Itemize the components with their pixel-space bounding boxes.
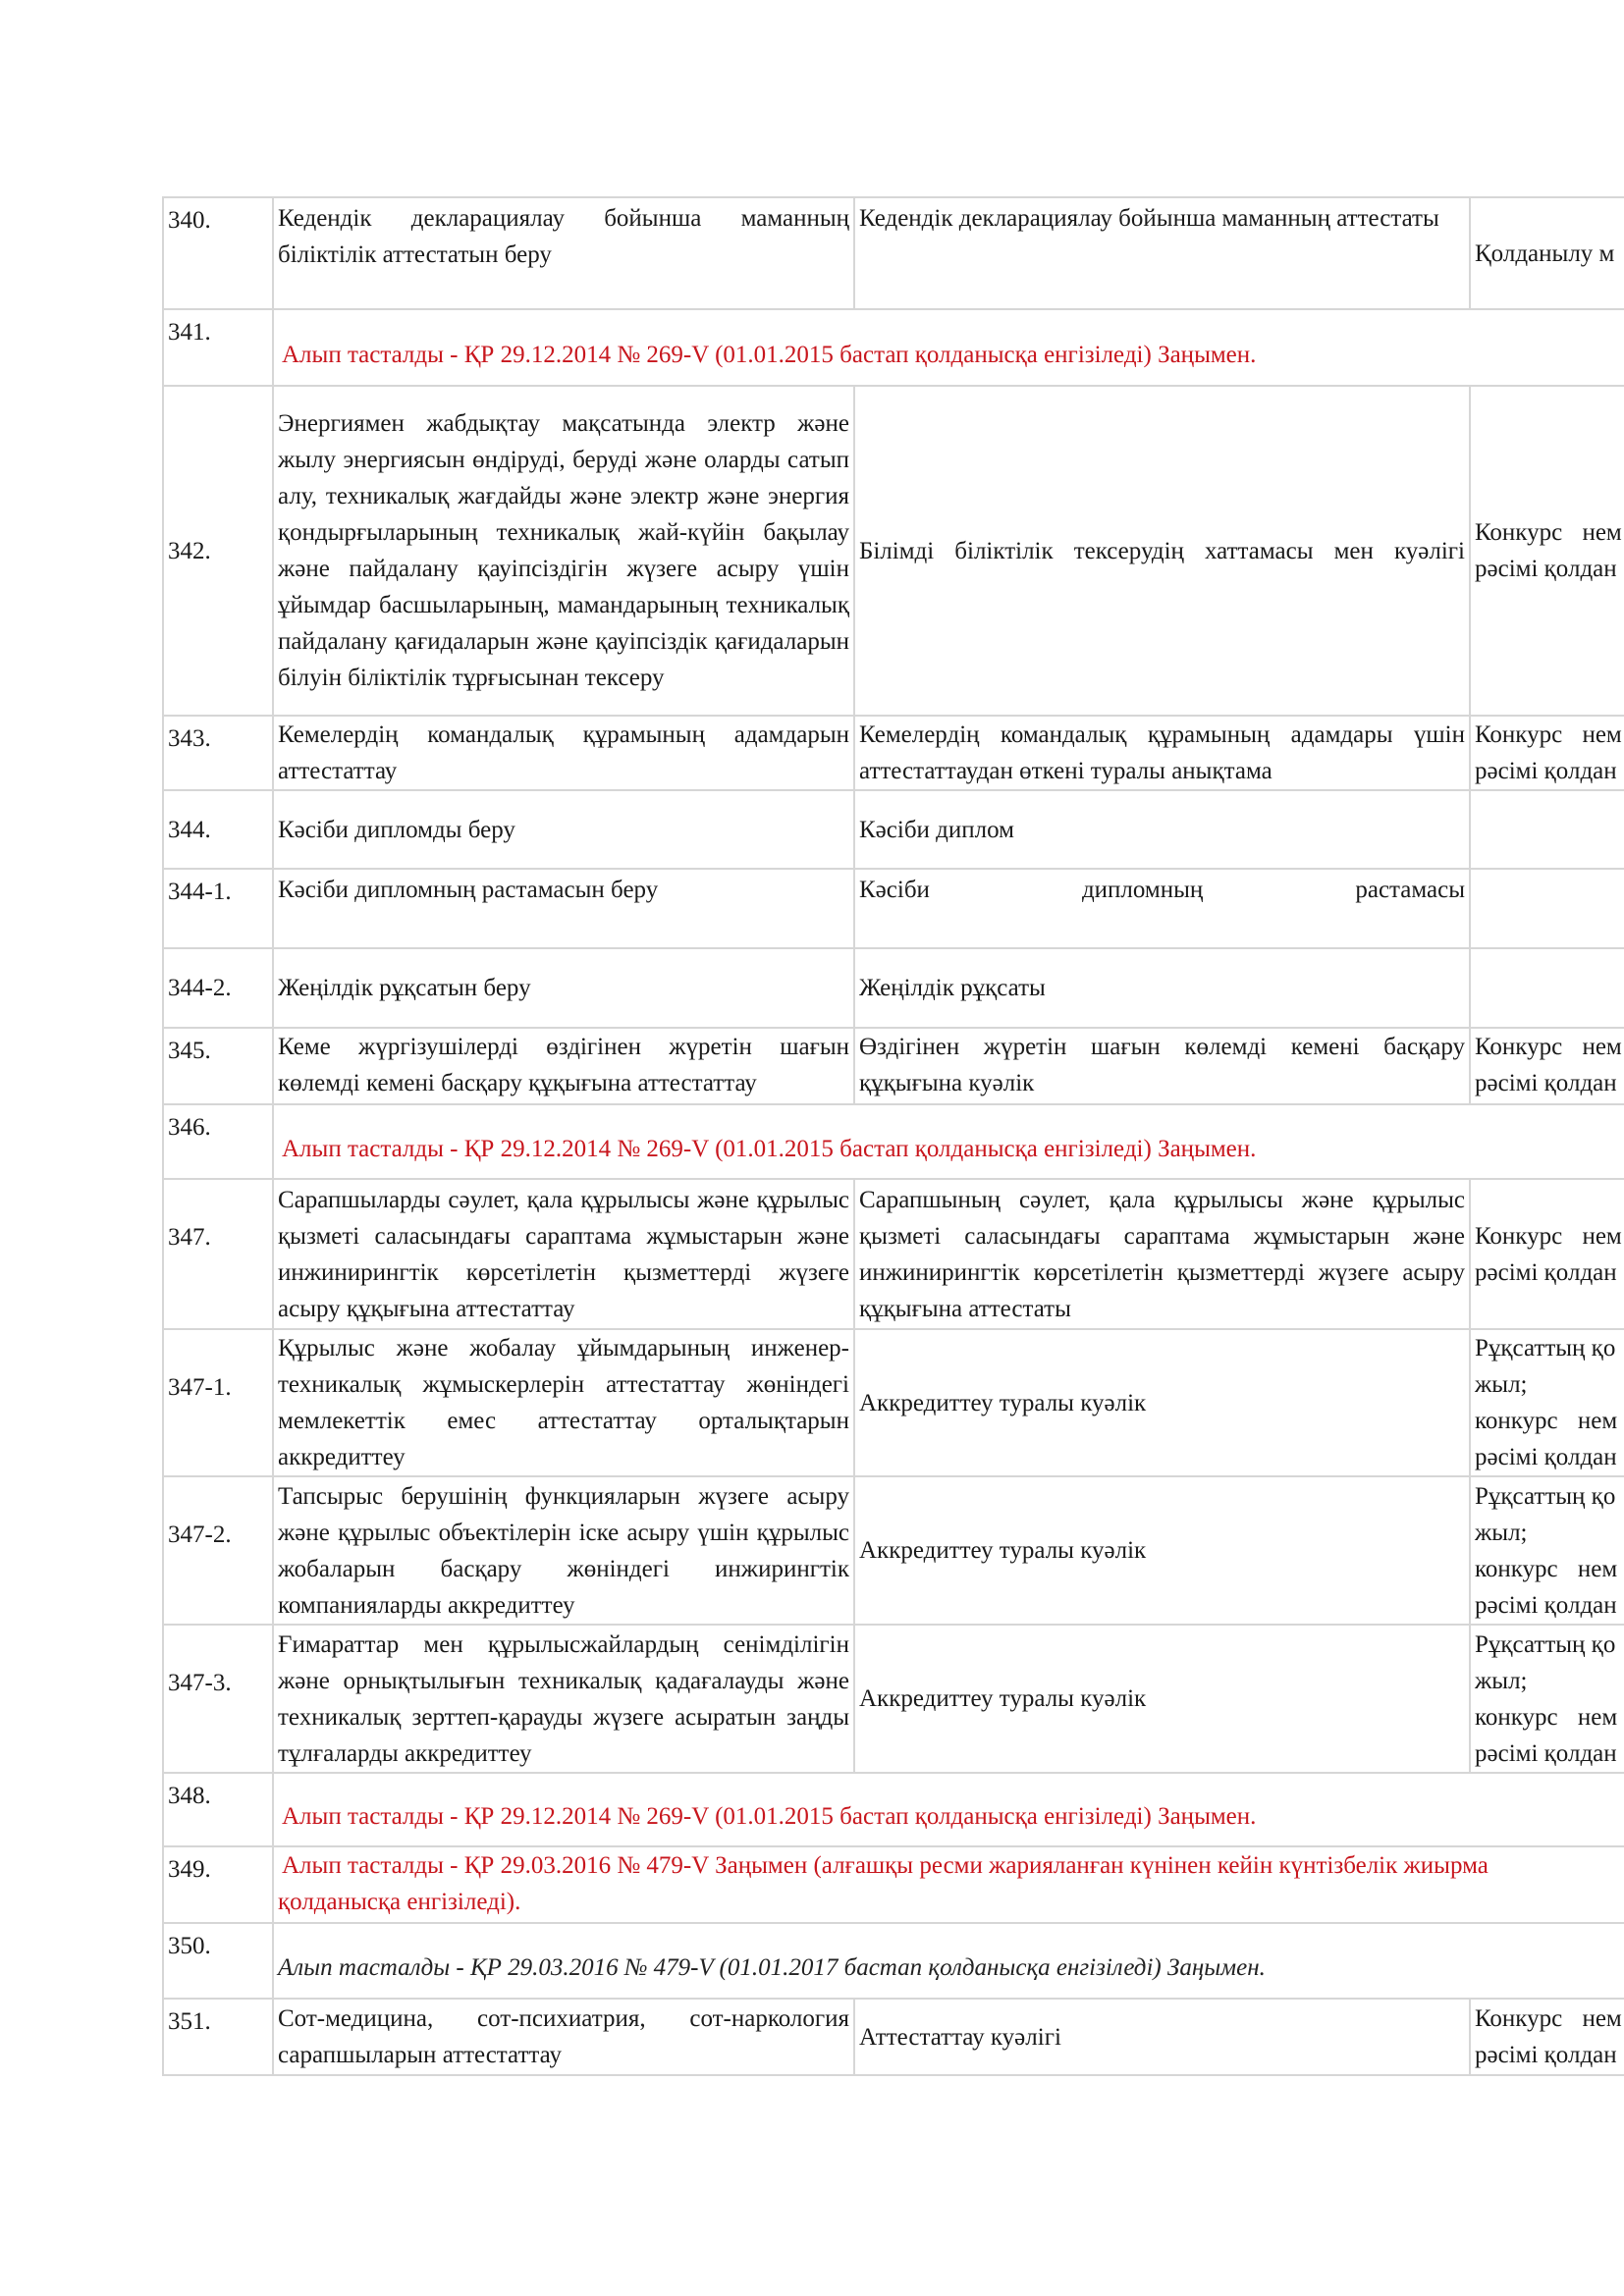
document-cell: Кәсіби дипломның растамасы — [854, 869, 1470, 948]
table-row — [163, 1476, 1624, 1625]
notes-line: Конкурс нем — [1475, 1034, 1622, 1060]
notes-cell — [1470, 197, 1624, 309]
activity-cell: Жеңілдік рұқсатын беру — [273, 948, 854, 1028]
notes-line: рәсімі қолдан — [1475, 758, 1617, 784]
repealed-note — [273, 1846, 1624, 1923]
activity-cell: Кемелердің командалық құрамының адамдарын аттестаттау — [273, 716, 854, 790]
repealed-text-line2: қолданысқа енгізіледі). — [278, 1889, 521, 1915]
row-number: 347-1. — [163, 1329, 273, 1476]
notes-line: рәсімі қолдан — [1475, 1591, 1617, 1619]
document-cell: Өздігінен жүретін шағын көлемді кемені басқару құқығына куәлік — [854, 1028, 1470, 1104]
activity-cell: Кәсіби дипломның растамасын беру — [273, 869, 854, 948]
notes-line: Рұқсаттың қо — [1475, 1630, 1616, 1658]
document-cell — [854, 197, 1470, 309]
document-cell: Кемелердің командалық құрамының адамдары үшін аттестаттаудан өткені туралы анықтама — [854, 716, 1470, 790]
repealed-note — [273, 309, 1624, 386]
row-number: 345. — [163, 1028, 273, 1104]
notes-line: конкурс нем — [1475, 1555, 1618, 1582]
table-row — [163, 948, 1624, 1028]
activity-cell: Энергиямен жабдықтау мақсатында электр және жылу энергиясын өндіруді, беруді және оларды сатып алу, техникалық жағдайды және электр және энергия қондырғыларының техникалық жай-күйін бақылау және пайдалану қауіпсіздігін жүзеге асыру үшін ұйымдар басшыларының, мамандарының техникалық пайдалану қағидаларын және қауіпсіздік қағидаларын білуін біліктілік тұрғысынан тексеру — [273, 386, 854, 716]
table-row — [163, 197, 1624, 309]
activity-cell: Сот-медицина, сот-психиатрия, сот-наркология сарапшыларын аттестаттау — [273, 1999, 854, 2075]
notes-line: Конкурс нем — [1475, 721, 1622, 748]
document-cell: Аккредиттеу туралы куәлік — [854, 1625, 1470, 1773]
notes-line: рәсімі қолдан — [1475, 556, 1617, 582]
table-row — [163, 1179, 1624, 1329]
table-row-repealed — [163, 1923, 1624, 1999]
repealed-text: Алып тасталды - ҚР 29.03.2016 № 479-V Заңымен (алғашқы ресми жарияланған күнінен кейін күнтізбелік жиырма — [282, 1852, 1489, 1879]
notes-cell — [1470, 716, 1624, 790]
table-row — [163, 1329, 1624, 1476]
notes-line: конкурс нем — [1475, 1408, 1618, 1434]
activity-cell: Құрылыс және жобалау ұйымдарының инженер-техникалық жұмыскерлерін аттестаттау жөніндегі мемлекеттік емес аттестаттау орталықтарын аккредиттеу — [273, 1329, 854, 1476]
notes-line: жыл; — [1475, 1667, 1528, 1694]
document-cell: Жеңілдік рұқсаты — [854, 948, 1470, 1028]
activity-cell: Кәсіби дипломды беру — [273, 790, 854, 869]
notes-line: жыл; — [1475, 1371, 1528, 1398]
document-cell: Аттестаттау куәлігі — [854, 1999, 1470, 2075]
notes-line: конкурс нем — [1475, 1703, 1618, 1731]
activity-cell: Кедендік декларациялау бойынша маманның біліктілік аттестатын беру — [273, 197, 854, 309]
row-number: 346. — [163, 1104, 273, 1179]
repealed-text: Алып тасталды - ҚР 29.12.2014 № 269-V (01.01.2015 бастап қолданысқа енгізіледі) Заңымен. — [282, 1803, 1257, 1830]
repealed-note — [273, 1104, 1624, 1179]
notes-line: Рұқсаттың қо — [1475, 1482, 1616, 1510]
notes-line: Рұқсаттың қо — [1475, 1335, 1616, 1362]
notes-cell — [1470, 1625, 1624, 1773]
notes-line: рәсімі қолдан — [1475, 1070, 1617, 1096]
notes-line: Конкурс нем — [1475, 519, 1622, 546]
notes-line: Қолданылу м — [1475, 240, 1615, 267]
notes-cell — [1470, 790, 1624, 869]
repealed-text: Алып тасталды - ҚР 29.12.2014 № 269-V (01.01.2015 бастап қолданысқа енгізіледі) Заңымен. — [282, 341, 1257, 368]
notes-line: рәсімі қолдан — [1475, 1258, 1617, 1286]
row-number: 350. — [163, 1923, 273, 1999]
row-number: 351. — [163, 1999, 273, 2075]
activity-cell: Сарапшыларды сәулет, қала құрылысы және құрылыс қызметі саласындағы сараптама жұмыстарын және инжинирингтік көрсетілетін қызметтерді жүзеге асыру құқығына аттестаттау — [273, 1179, 854, 1329]
table-row — [163, 869, 1624, 948]
table-row — [163, 1999, 1624, 2075]
notes-cell — [1470, 1329, 1624, 1476]
document-cell: Білімді біліктілік тексерудің хаттамасы мен куәлігі — [854, 386, 1470, 716]
notes-line: рәсімі қолдан — [1475, 1739, 1617, 1767]
notes-line: Конкурс нем — [1475, 2005, 1622, 2032]
table-row — [163, 790, 1624, 869]
repealed-note — [273, 1923, 1624, 1999]
row-number: 344-1. — [163, 869, 273, 948]
row-number: 349. — [163, 1846, 273, 1923]
permits-table — [162, 196, 1624, 2076]
activity-cell: Ғимараттар мен құрылысжайлардың сенімділігін және орнықтылығын техникалық қадағалауды және техникалық зерттеп-қарауды жүзеге асыратын заңды тұлғаларды аккредиттеу — [273, 1625, 854, 1773]
row-number: 347-2. — [163, 1476, 273, 1625]
notes-cell — [1470, 1476, 1624, 1625]
notes-cell — [1470, 1179, 1624, 1329]
table-row — [163, 716, 1624, 790]
repealed-text: Алып тасталды - ҚР 29.12.2014 № 269-V (01.01.2015 бастап қолданысқа енгізіледі) Заңымен. — [282, 1135, 1257, 1162]
row-number: 342. — [163, 386, 273, 716]
notes-cell — [1470, 1028, 1624, 1104]
document-text: Кедендік декларациялау бойынша маманның аттестаты — [859, 205, 1439, 232]
activity-cell: Тапсырыс берушінің функцияларын жүзеге асыру және құрылыс объектілерін іске асыру үшін құрылыс жобаларын басқару жөніндегі инжирингтік компанияларды аккредиттеу — [273, 1476, 854, 1625]
table-row — [163, 1625, 1624, 1773]
notes-line: жыл; — [1475, 1519, 1528, 1546]
row-number: 344-2. — [163, 948, 273, 1028]
table-row — [163, 386, 1624, 716]
row-number: 347-3. — [163, 1625, 273, 1773]
row-number: 341. — [163, 309, 273, 386]
notes-line: рәсімі қолдан — [1475, 2042, 1617, 2068]
table-row-repealed — [163, 1846, 1624, 1923]
notes-cell — [1470, 869, 1624, 948]
notes-cell — [1470, 1999, 1624, 2075]
row-number: 343. — [163, 716, 273, 790]
table-row-repealed — [163, 1104, 1624, 1179]
notes-line: рәсімі қолдан — [1475, 1444, 1617, 1470]
row-number: 348. — [163, 1773, 273, 1846]
notes-line: Конкурс нем — [1475, 1222, 1622, 1250]
table-row-repealed — [163, 309, 1624, 386]
document-cell: Сарапшының сәулет, қала құрылысы және құрылыс қызметі саласындағы сараптама жұмыстарын және инжинирингтік көрсетілетін қызметтерді жүзеге асыру құқығына аттестаты — [854, 1179, 1470, 1329]
row-number: 347. — [163, 1179, 273, 1329]
notes-cell — [1470, 948, 1624, 1028]
repealed-note — [273, 1773, 1624, 1846]
document-cell: Аккредиттеу туралы куәлік — [854, 1476, 1470, 1625]
repealed-text: Алып тасталды - ҚР 29.03.2016 № 479-V (01.01.2017 бастап қолданысқа енгізіледі) Заңымен. — [278, 1954, 1266, 1981]
row-number: 344. — [163, 790, 273, 869]
activity-cell: Кеме жүргізушілерді өздігінен жүретін шағын көлемді кемені басқару құқығына аттестаттау — [273, 1028, 854, 1104]
document-cell: Аккредиттеу туралы куәлік — [854, 1329, 1470, 1476]
table-row-repealed — [163, 1773, 1624, 1846]
document-cell: Кәсіби диплом — [854, 790, 1470, 869]
notes-cell — [1470, 386, 1624, 716]
table-row — [163, 1028, 1624, 1104]
row-number: 340. — [163, 197, 273, 309]
